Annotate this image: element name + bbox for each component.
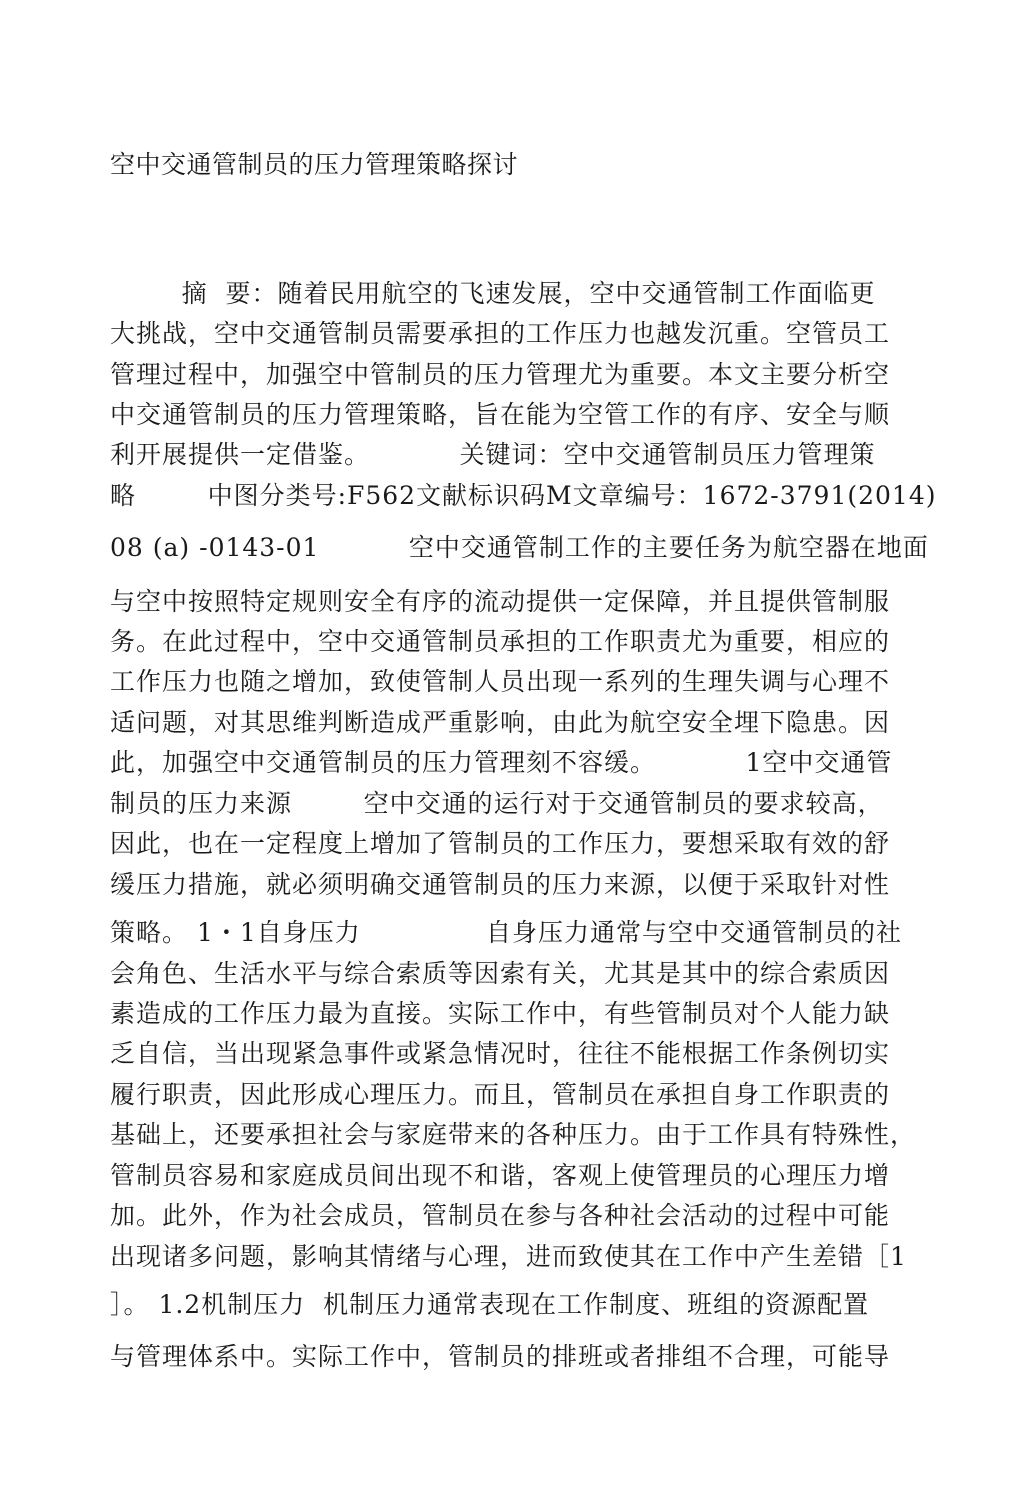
body-line: 大挑战，空中交通管制员需要承担的工作压力也越发沉重。空管员工 bbox=[110, 319, 891, 348]
body-line: 出现诸多问题，影响其情绪与心理，进而致使其在工作中产生差错［1 bbox=[110, 1242, 907, 1271]
body-line: 适问题，对其思维判断造成严重影响，由此为航空安全埋下隐患。因 bbox=[110, 708, 891, 737]
body-line: 乏自信，当出现紧急事件或紧急情况时，往往不能根据工作条例切实 bbox=[110, 1039, 891, 1068]
body-line: 策略。 1・1自身压力 自身压力通常与空中交通管制员的社 bbox=[110, 918, 903, 947]
body-line: 管制员容易和家庭成员间出现不和谐，客观上使管理员的心理压力增 bbox=[110, 1161, 891, 1190]
body-line: 与管理体系中。实际工作中，管制员的排班或者排组不合理，可能导 bbox=[110, 1342, 891, 1371]
body-line: 工作压力也随之增加，致使管制人员出现一系列的生理失调与心理不 bbox=[110, 667, 891, 696]
body-line: ］。 1.2机制压力 机制压力通常表现在工作制度、班组的资源配置 bbox=[110, 1290, 870, 1319]
body-line: 因此，也在一定程度上增加了管制员的工作压力，要想采取有效的舒 bbox=[110, 829, 891, 858]
body-line: 与空中按照特定规则安全有序的流动提供一定保障，并且提供管制服 bbox=[110, 587, 891, 616]
body-line: 08 (a) -0143-01 空中交通管制工作的主要任务为航空器在地面 bbox=[110, 533, 929, 562]
body-line: 素造成的工作压力最为直接。实际工作中，有些管制员对个人能力缺 bbox=[110, 999, 891, 1028]
body-line: 基础上，还要承担社会与家庭带来的各种压力。由于工作具有特殊性， bbox=[110, 1120, 917, 1149]
body-line: 此，加强空中交通管制员的压力管理刻不容缓。 1空中交通管 bbox=[110, 748, 893, 777]
body-line: 履行职责，因此形成心理压力。而且，管制员在承担自身工作职责的 bbox=[110, 1080, 891, 1109]
body-line: 缓压力措施，就必须明确交通管制员的压力来源，以便于采取针对性 bbox=[110, 870, 891, 899]
body-line: 会角色、生活水平与综合索质等因索有关，尤其是其中的综合索质因 bbox=[110, 959, 891, 988]
body-line: 管理过程中，加强空中管制员的压力管理尤为重要。本文主要分析空 bbox=[110, 360, 891, 389]
document-title: 空中交通管制员的压力管理策略探讨 bbox=[110, 150, 519, 179]
body-line: 制员的压力来源 空中交通的运行对于交通管制员的要求较高， bbox=[110, 789, 884, 818]
body-line: 加。此外，作为社会成员，管制员在参与各种社会活动的过程中可能 bbox=[110, 1201, 891, 1230]
body-line: 中交通管制员的压力管理策略，旨在能为空管工作的有序、安全与顺 bbox=[110, 400, 891, 429]
body-line: 略 中图分类号:F562文献标识码M文章编号：1672-3791(2014) bbox=[110, 481, 937, 510]
body-line: 务。在此过程中，空中交通管制员承担的工作职责尤为重要，相应的 bbox=[110, 627, 891, 656]
body-line: 利开展提供一定借鉴。 关键词：空中交通管制员压力管理策 bbox=[110, 440, 876, 469]
body-line: 摘 要：随着民用航空的飞速发展，空中交通管制工作面临更 bbox=[110, 279, 876, 308]
